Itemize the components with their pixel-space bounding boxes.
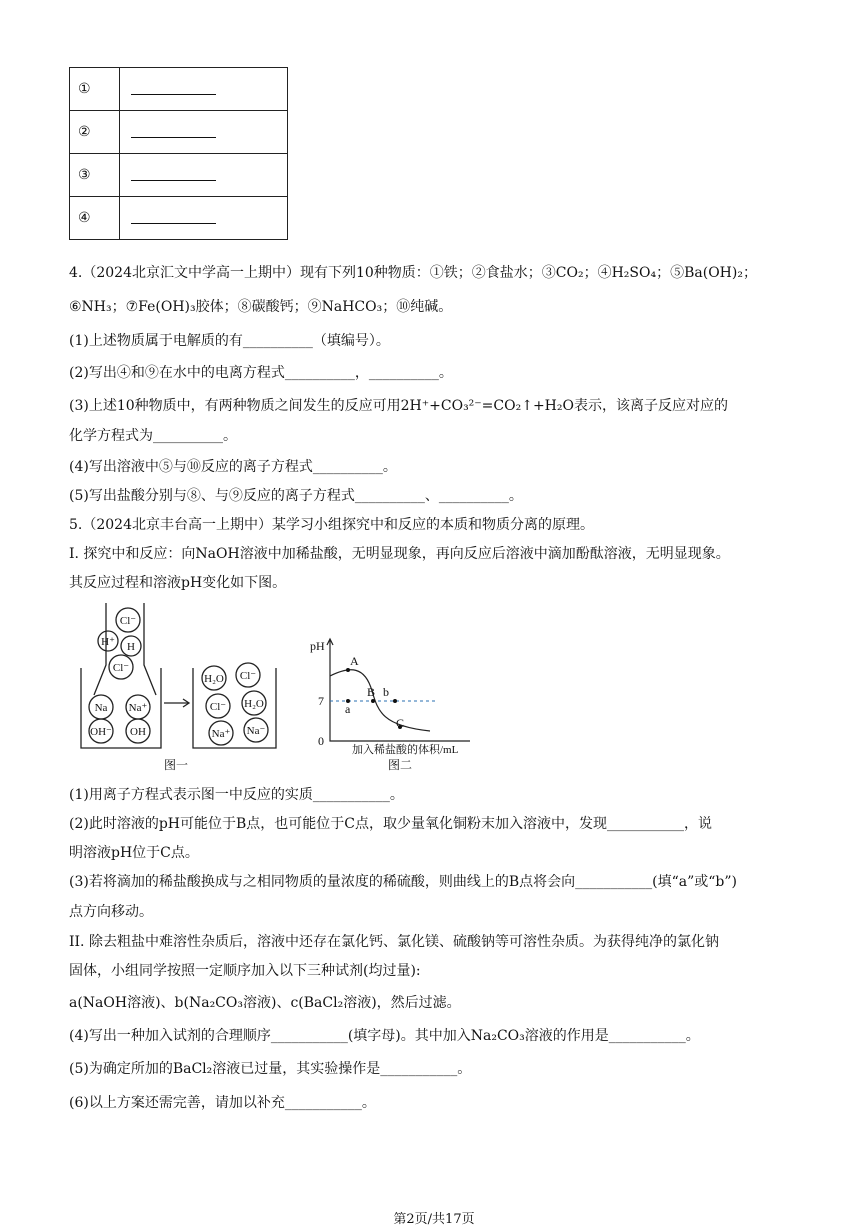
page-footer: 第2页/共17页 xyxy=(393,1212,475,1227)
q4-part1: (1)上述物质属于电解质的有__________（填编号）。 xyxy=(69,333,390,349)
q5-part5: (5)为确定所加的BaCl₂溶液已过量，其实验操作是___________。 xyxy=(69,1061,472,1077)
figure-2-ph-curve xyxy=(310,636,510,773)
figure-1-caption: 图一 xyxy=(163,758,189,772)
dropper-ion: H⁺ xyxy=(101,636,115,648)
dropper-ion: Cl⁻ xyxy=(112,662,130,674)
right-beaker-ion: Na⁺ xyxy=(211,728,231,740)
row-number: ① xyxy=(70,68,120,111)
row-number: ④ xyxy=(70,197,120,240)
point-label: a xyxy=(345,702,351,716)
left-beaker-ion: OH⁻ xyxy=(90,726,112,738)
figure-2-caption: 图二 xyxy=(388,758,413,772)
left-beaker-ion: Na⁺ xyxy=(128,702,148,714)
y-axis-label: pH xyxy=(310,639,325,653)
q5-part3-cont: 点方向移动。 xyxy=(69,904,153,920)
left-beaker-ion: Na xyxy=(94,702,108,714)
q5-part3: (3)若将滴加的稀盐酸换成与之相同物质的量浓度的稀硫酸，则曲线上的B点将会向___________(填“a”或“b”) xyxy=(69,874,737,890)
q5-part6: (6)以上方案还需完善，请加以补充___________。 xyxy=(69,1095,376,1111)
table-row xyxy=(70,154,288,197)
y-tick-7: 7 xyxy=(318,694,324,708)
q5-part1: (1)用离子方程式表示图一中反应的实质___________。 xyxy=(69,787,404,803)
answer-cell[interactable] xyxy=(120,197,288,240)
q5-section2-line1: II. 除去粗盐中难溶性杂质后，溶液中还存在氯化钙、氯化镁、硫酸钠等可溶性杂质。为获得纯净的氯化钠 xyxy=(69,934,719,950)
q5-part2-cont: 明溶液pH位于C点。 xyxy=(69,845,199,861)
answer-cell[interactable] xyxy=(120,111,288,154)
row-number: ③ xyxy=(70,154,120,197)
answer-cell[interactable] xyxy=(120,154,288,197)
point-label: b xyxy=(383,685,389,699)
q4-part4: (4)写出溶液中⑤与⑩反应的离子方程式__________。 xyxy=(69,459,397,475)
q4-part5: (5)写出盐酸分别与⑧、与⑨反应的离子方程式__________、__________。 xyxy=(69,488,523,504)
answer-table xyxy=(69,67,288,240)
left-beaker-ion: OH xyxy=(130,726,146,738)
figure-1-beakers xyxy=(76,603,296,773)
table-row xyxy=(70,68,288,111)
right-beaker-ion: Na⁻ xyxy=(246,725,266,737)
point-label: C xyxy=(396,716,405,730)
q5-section2-line2: 固体，小组同学按照一定顺序加入以下三种试剂(均过量): xyxy=(69,963,421,979)
dropper-ion: Cl⁻ xyxy=(119,615,137,627)
q5-part4: (4)写出一种加入试剂的合理顺序___________(填字母)。其中加入Na₂CO₃溶液的作用是___________。 xyxy=(69,1028,700,1044)
point-label: B xyxy=(367,685,376,699)
row-number: ② xyxy=(70,111,120,154)
ph-curve xyxy=(330,670,430,731)
point-label: A xyxy=(350,654,359,668)
answer-cell[interactable] xyxy=(120,68,288,111)
q4-part3: (3)上述10种物质中，有两种物质之间发生的反应可用2H⁺+CO₃²⁻=CO₂↑+H₂O表示，该离子反应对应的 xyxy=(69,398,728,414)
q4-part2: (2)写出④和⑨在水中的电离方程式__________，__________。 xyxy=(69,365,453,381)
right-beaker-ion: H₂O xyxy=(244,698,264,710)
table-row xyxy=(70,111,288,154)
right-beaker-ion: Cl⁻ xyxy=(239,670,257,682)
q5-section1-line2: 其反应过程和溶液pH变化如下图。 xyxy=(69,575,287,591)
table-row xyxy=(70,197,288,240)
q5-header: 5.（2024北京丰台高一上期中）某学习小组探究中和反应的本质和物质分离的原理。 xyxy=(69,517,594,533)
origin-label: 0 xyxy=(318,734,324,748)
q4-part3-cont: 化学方程式为__________。 xyxy=(69,428,237,444)
right-beaker-ion: Cl⁻ xyxy=(209,701,227,713)
q5-section1-line1: I. 探究中和反应：向NaOH溶液中加稀盐酸，无明显现象，再向反应后溶液中滴加酚酞溶液，无明显现象。 xyxy=(69,546,730,562)
right-beaker-ion: H₂O xyxy=(204,673,224,685)
q5-part2: (2)此时溶液的pH可能位于B点，也可能位于C点，取少量氧化铜粉末加入溶液中，发现___________，说 xyxy=(69,816,712,832)
q4-header-cont: ⑥NH₃；⑦Fe(OH)₃胶体；⑧碳酸钙；⑨NaHCO₃；⑩纯碱。 xyxy=(69,299,453,315)
q5-reagents: a(NaOH溶液)、b(Na₂CO₃溶液)、c(BaCl₂溶液)，然后过滤。 xyxy=(69,995,461,1011)
q4-header: 4.（2024北京汇文中学高一上期中）现有下列10种物质：①铁；②食盐水；③CO₂；④H₂SO₄；⑤Ba(OH)₂； xyxy=(69,265,757,281)
x-axis-label: 加入稀盐酸的体积/mL xyxy=(352,744,459,756)
dropper-ion: H xyxy=(127,641,135,653)
